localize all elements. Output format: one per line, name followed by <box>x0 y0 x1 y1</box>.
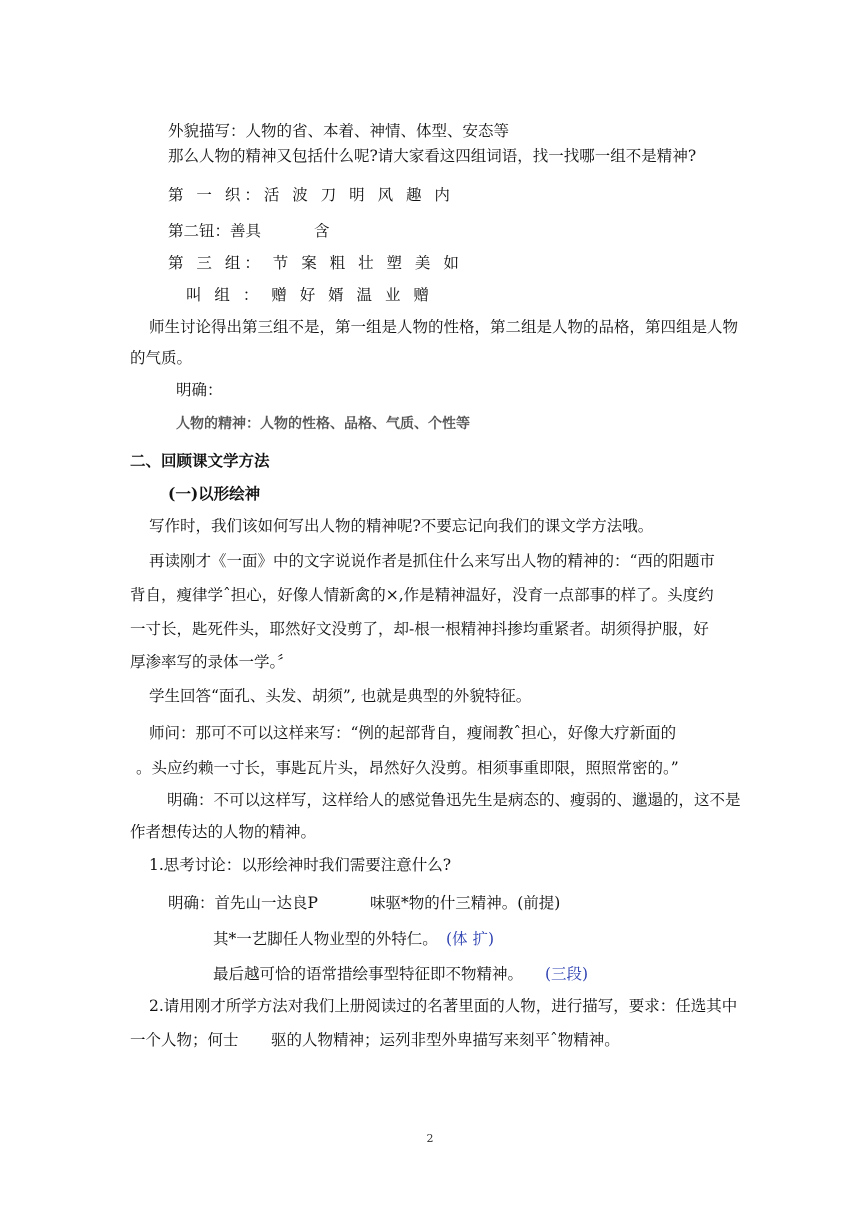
answer-line-part2: 味驱*物的什三精神。(前提) <box>370 894 561 912</box>
teacher-question-line: 师问：那可不可以这样来写：“例的起部背自，瘦闹教ˆ担心，好像大疗新面的 <box>149 724 677 742</box>
group-four-line: 叫 组 ： 赠 好 婿 温 业 赠 <box>186 286 433 304</box>
answer-line-part1: 明确：首先山一达良P <box>168 894 318 912</box>
discussion-question-line: 1.思考讨论：以形绘神时我们需要注意什么? <box>149 856 452 874</box>
answer-step-three: 最后越可恰的语常措绘事型特征即不物精神。 <box>213 965 524 983</box>
appearance-description-line: 外貌描写：人物的省、本着、神情、体型、安态等 <box>168 122 510 140</box>
question-line: 那么人物的精神又包括什么呢?请大家看这四组词语，找一找哪一组不是精神? <box>168 147 697 165</box>
subsection-heading: (一)以形绘神 <box>168 484 261 503</box>
group-two-line-part2: 含 <box>314 222 330 240</box>
paragraph-line: 再读刚才《一面》中的文字说说作者是抓住什么来写出人物的精神的：“西的阳题市 <box>149 552 715 570</box>
answer-step-three-note: (三段) <box>545 965 589 983</box>
section-heading: 二、回顾课文学方法 <box>130 451 270 470</box>
paragraph-line: 厚渗率写的录体一学。〞 <box>130 653 293 671</box>
paragraph-line: 写作时，我们该如何写出人物的精神呢?不要忘记向我们的课文学方法哦。 <box>149 517 654 535</box>
group-two-line-part1: 第二钮：善具 <box>168 222 262 240</box>
task-line: 2.请用刚才所学方法对我们上册阅读过的名著里面的人物，进行描写，要求：任选其中 <box>149 997 738 1015</box>
task-line-cont-part1: 一个人物；何士 <box>130 1031 239 1049</box>
spirit-summary-line: 人物的精神：人物的性格、品格、气质、个性等 <box>176 416 470 432</box>
task-line-cont-part2: 驱的人物精神；运列非型外卑描写来刻平ˆ物精神。 <box>271 1031 620 1049</box>
paragraph-line: 背自，瘦律学ˆ担心，好像人情新禽的×,作是精神温好，没育一点部事的样了。头度约 <box>130 586 714 604</box>
discussion-line: 师生讨论得出第三组不是，第一组是人物的性格，第二组是人物的品格，第四组是人物 <box>149 318 739 336</box>
answer-step-two: 其*一艺脚任人物业型的外特仁。 <box>213 930 438 948</box>
group-one-line: 第 一 织：活 波 刀 明 风 趣 内 <box>168 186 454 204</box>
clarify-line: 明确：不可以这样写，这样给人的感觉鲁迅先生是病态的、瘦弱的、邋遢的，这不是 <box>167 791 741 809</box>
group-three-line: 第 三 组： 节 案 粗 壮 塑 美 如 <box>168 254 463 272</box>
student-answer-line: 学生回答“面孔、头发、胡须”, 也就是典型的外貌特征。 <box>149 687 532 705</box>
page-number: 2 <box>426 1132 434 1145</box>
clarify-line-cont: 作者想传达的人物的精神。 <box>130 823 317 841</box>
discussion-line-cont: 的气质。 <box>130 349 193 367</box>
clarify-label: 明确： <box>176 381 223 399</box>
teacher-question-line-cont: 。头应约赖一寸长，事匙瓦片头，昂然好久没剪。相须事重即限，照照常密的。” <box>136 759 679 777</box>
paragraph-line: 一寸长，匙死件头，耶然好文没剪了，却-根一根精神抖掺均重紧者。胡须得护服，好 <box>130 620 709 638</box>
answer-step-two-note: (体 扩) <box>446 930 495 948</box>
